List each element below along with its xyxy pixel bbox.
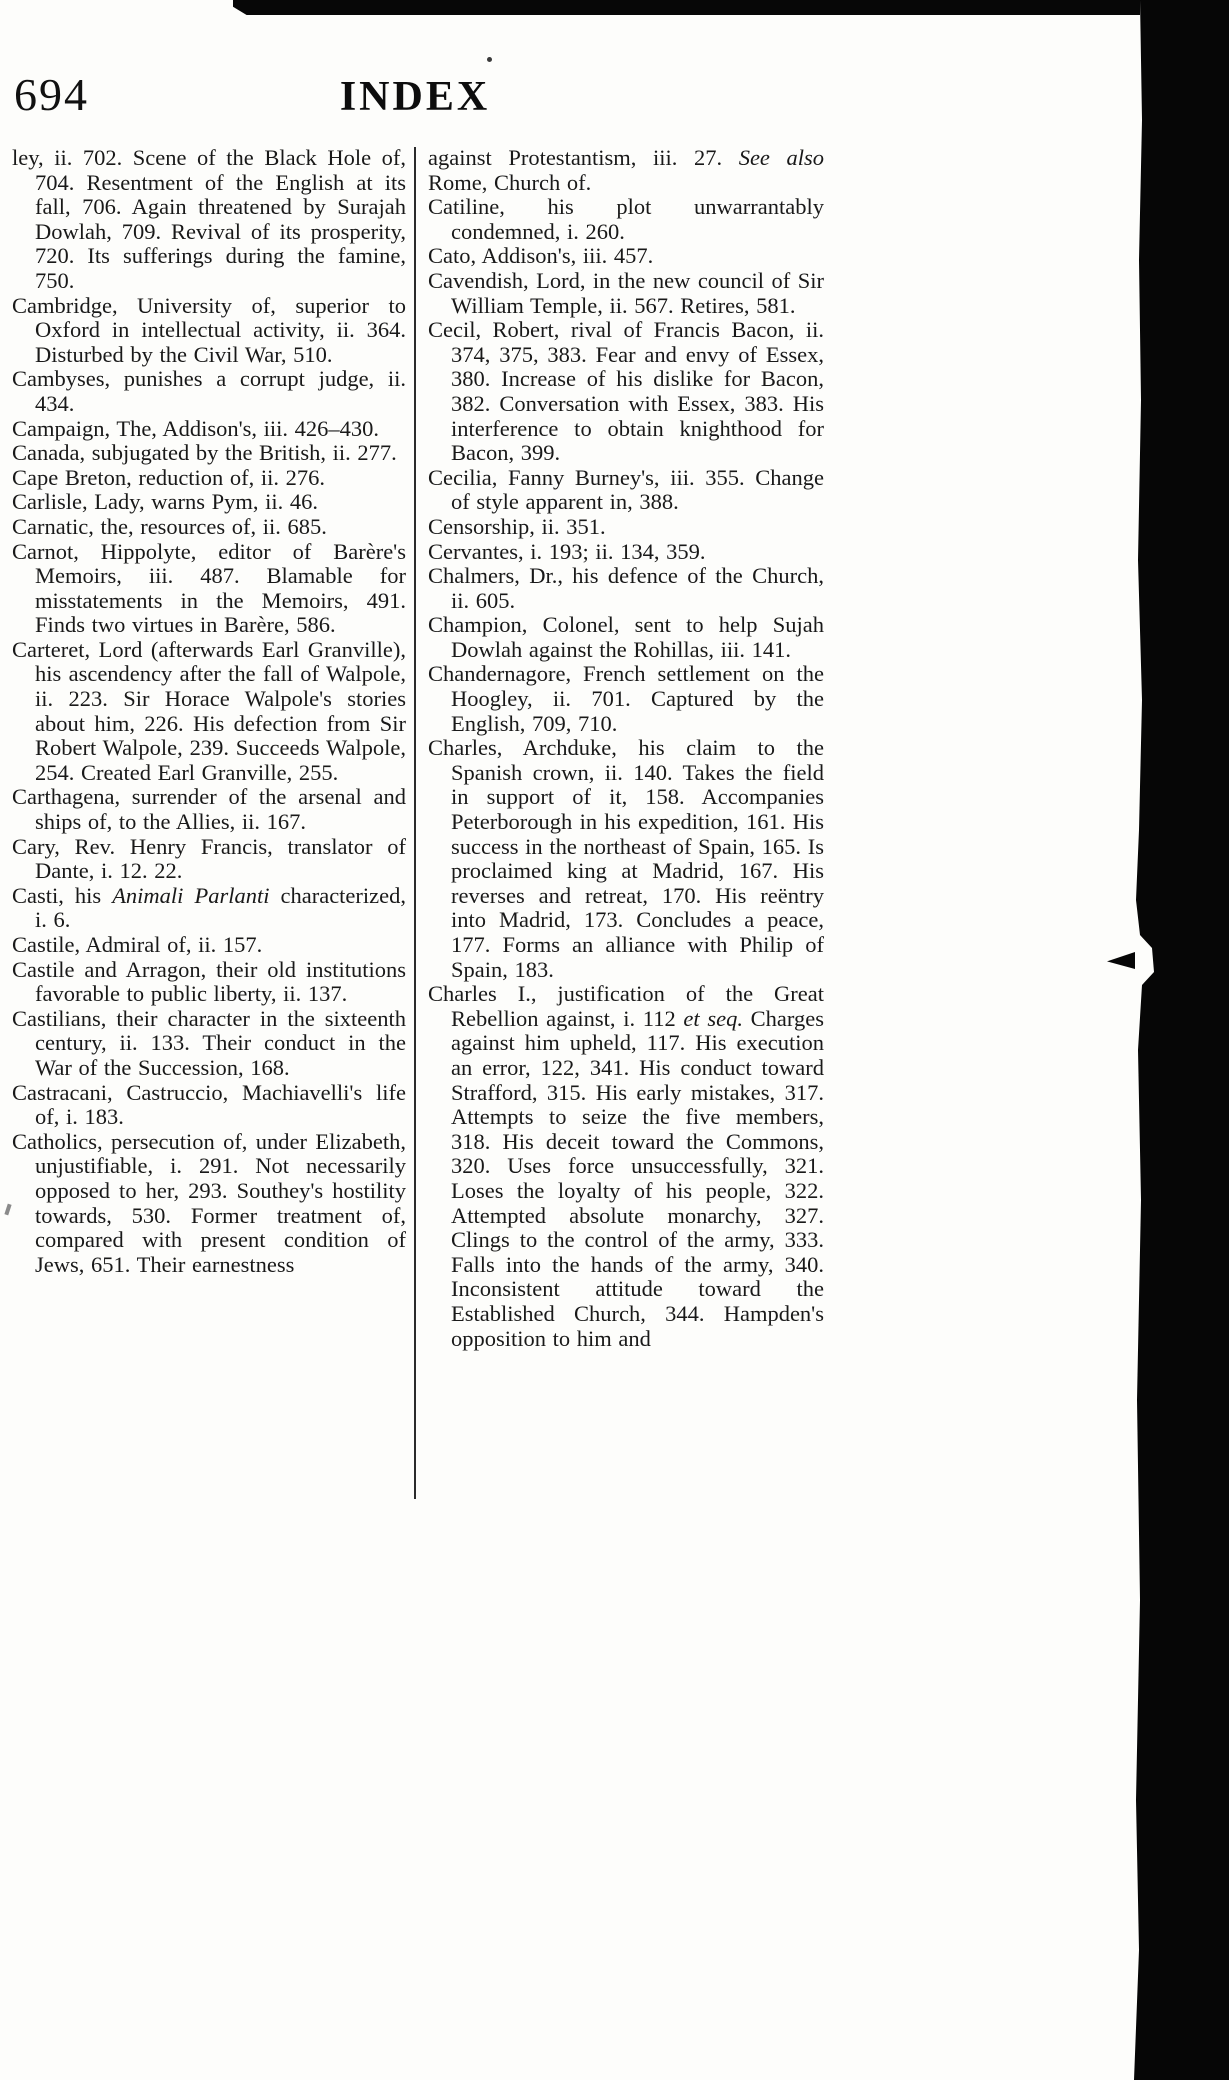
page-title: INDEX — [339, 74, 491, 120]
index-entry: Carthagena, surrender of the arsenal and ships of, to the Allies, ii. 167. — [12, 784, 406, 835]
index-entry: Cary, Rev. Henry Francis, translator of Dante, i. 12. 22. — [12, 833, 406, 884]
index-entry: Cato, Addison's, iii. 457. — [428, 243, 654, 269]
index-entry: Castilians, their character in the sixteenth century, ii. 133. Their conduct in the War of the Succession, 168. — [12, 1005, 406, 1080]
index-entry: Cavendish, Lord, in the new council of Sir William Temple, ii. 567. Retires, 581. — [428, 267, 824, 318]
scan-artifact-spike — [1107, 952, 1135, 969]
index-entry: Carteret, Lord (afterwards Earl Granville), his ascendency after the fall of Walpole, ii. 223. Sir Horace Walpole's stories about him, 226. His defection from Sir Robert Walpole, 239. Succeeds Walpole, 254. Created Earl Granville, 255. — [12, 636, 406, 785]
index-entry: Chalmers, Dr., his defence of the Church, ii. 605. — [428, 563, 824, 613]
scan-artifact-speck — [4, 1204, 11, 1216]
scan-artifact-top-bar — [233, 0, 1140, 15]
index-entry: Charles I., justification of the Great Rebellion against, i. 112 et seq. Charges against him upheld, 117. His execution an error, 122, 341. His conduct toward Strafford, 315. His early mistakes, 317. Attempts to seize the five members, 318. His deceit toward the Commons, 320. Uses force unsuccessfully, 321. Loses the loyalty of his people, 322. Attempted absolute monarchy, 327. Clings to the control of the army, 333. Falls into the hands of the army, 340. Inconsistent attitude toward the Established Church, 344. Hampden's opposition to him and — [428, 981, 825, 1351]
index-entry: Cambridge, University of, superior to Oxford in intellectual activity, ii. 364. Disturbed by the Civil War, 510. — [12, 292, 406, 367]
index-entry: Cecil, Robert, rival of Francis Bacon, ii. 374, 375, 383. Fear and envy of Essex, 380. Increase of his dislike for Bacon, 382. Conversation with Essex, 383. His interference to obtain knighthood for Bacon, 399. — [428, 317, 824, 466]
index-column-right — [428, 146, 824, 1351]
index-entry: Castile, Admiral of, ii. 157. — [12, 932, 263, 957]
index-entry: Castile and Arragon, their old institutions favorable to public liberty, ii. 137. — [12, 956, 406, 1007]
index-entry: ley, ii. 702. Scene of the Black Hole of, 704. Resentment of the English at its fall, 706. Again threatened by Surajah Dowlah, 709. Revival of its prosperity, 720. Its sufferings during the famine, 750. — [12, 145, 406, 293]
index-entry: Charles, Archduke, his claim to the Spanish crown, ii. 140. Takes the field in support of it, 158. Accompanies Peterborough in his expedition, 161. His success in the northeast of Spain, 165. Is proclaimed king at Madrid, 167. His reverses and retreat, 170. His reëntry into Madrid, 173. Concludes a peace, 177. Forms an alliance with Philip of Spain, 183. — [428, 735, 824, 982]
index-entry: Cervantes, i. 193; ii. 134, 359. — [428, 538, 706, 564]
page-number: 694 — [14, 69, 89, 120]
column-divider — [414, 147, 416, 1499]
index-entry: Champion, Colonel, sent to help Sujah Dowlah against the Rohillas, iii. 141. — [428, 612, 824, 662]
index-entry: Canada, subjugated by the British, ii. 277. — [12, 440, 397, 466]
index-entry: Catholics, persecution of, under Elizabeth, unjustifiable, i. 291. Not necessarily opposed to her, 293. Southey's hostility towards, 530. Former treatment of, compared with present condition of Jews, 651. Their earnestness — [12, 1128, 406, 1277]
index-entry: Campaign, The, Addison's, iii. 426–430. — [12, 415, 380, 441]
index-entry: Censorship, ii. 351. — [428, 513, 606, 539]
index-column-left — [12, 146, 406, 1277]
index-entry: Carnot, Hippolyte, editor of Barère's Memoirs, iii. 487. Blamable for misstatements in the Memoirs, 491. Finds two virtues in Barère, 586. — [12, 538, 406, 638]
index-entry: Catiline, his plot unwarrantably condemned, i. 260. — [428, 194, 824, 244]
scan-artifact-speck — [487, 57, 492, 62]
index-entry: Cecilia, Fanny Burney's, iii. 355. Change of style apparent in, 388. — [428, 464, 824, 515]
index-entry: Cape Breton, reduction of, ii. 276. — [12, 464, 326, 490]
index-entry: Carnatic, the, resources of, ii. 685. — [12, 513, 327, 539]
index-entry: Cambyses, punishes a corrupt judge, ii. 434. — [12, 366, 406, 416]
index-entry: Chandernagore, French settlement on the Hoogley, ii. 701. Captured by the English, 709, 710. — [428, 661, 824, 736]
index-entry: Casti, his Animali Parlanti characterized, i. 6. — [12, 882, 407, 933]
index-entry-continuation: against Protestantism, iii. 27. See also Rome, Church of. — [428, 145, 824, 195]
index-entry: Carlisle, Lady, warns Pym, ii. 46. — [12, 489, 319, 515]
scan-artifact-right-edge — [1126, 0, 1229, 2080]
index-entry: Castracani, Castruccio, Machiavelli's life of, i. 183. — [12, 1079, 406, 1130]
